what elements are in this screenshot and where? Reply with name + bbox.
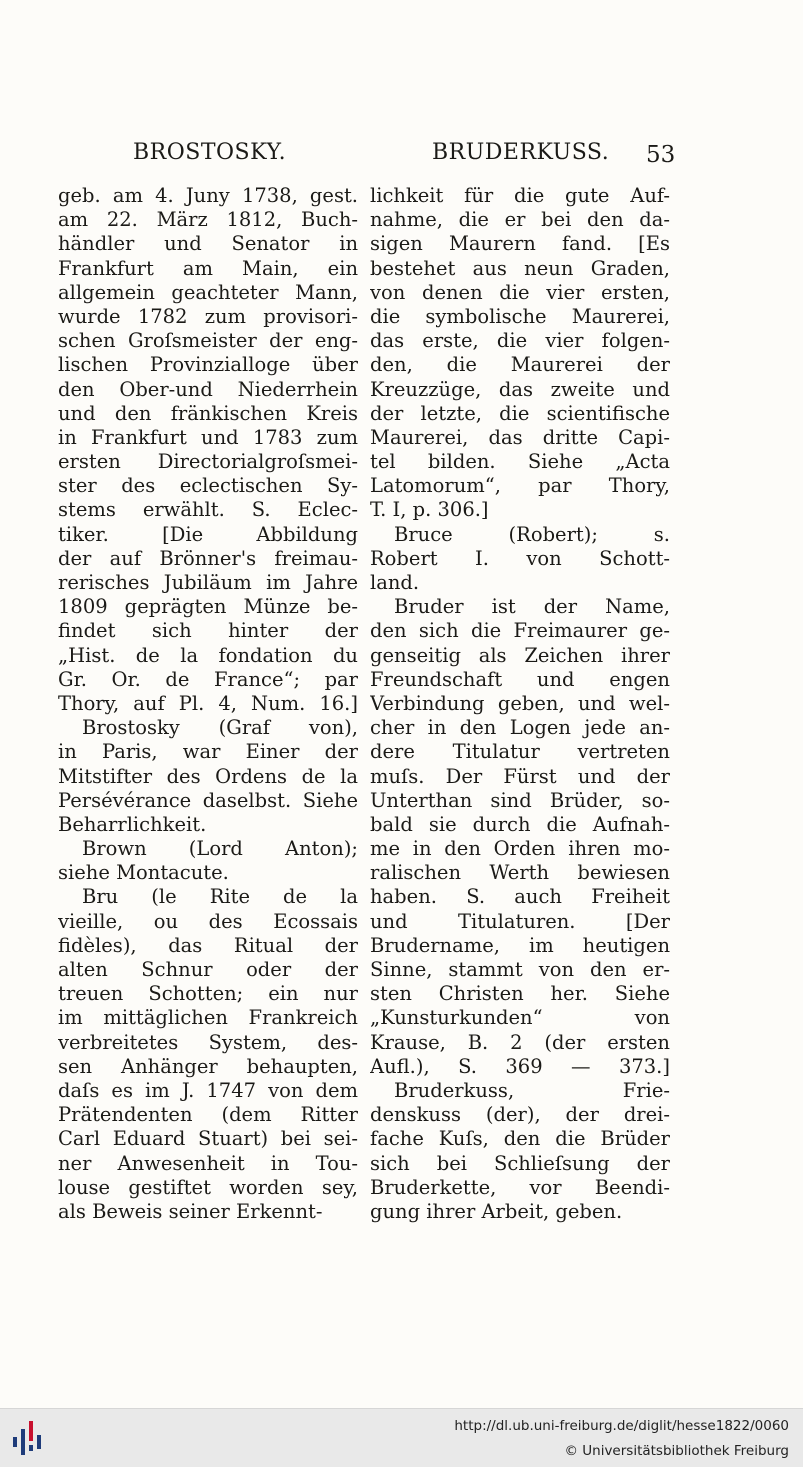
text-line: geb. am 4. Juny 1738, gest. [58,184,358,207]
text-line: daſs es im J. 1747 von dem [58,1078,358,1102]
text-line: Maurerei, das dritte Capi- [370,425,670,449]
text-line: händler und Senator in [58,232,358,256]
text-line: Brostosky (Graf von), [82,716,358,740]
text-line: Freundschaft und engen [370,667,670,691]
text-line: „Hist. de la fondation du [58,643,358,667]
text-line: sich bei Schlieſsung der [370,1151,670,1175]
text-line: Beharrlichkeit. [58,812,207,836]
text-line: die symbolische Maurerei, [370,304,670,328]
text-line: im mittäglichen Frankreich [58,1006,358,1030]
text-line: lichkeit für die gute Auf- [370,184,670,207]
page-number: 53 [646,142,676,168]
running-header [0,140,803,180]
text-line: genseitig als Zeichen ihrer [370,643,670,667]
text-line: sten Christen her. Siehe [370,982,670,1006]
text-line: Brudername, im heutigen [370,933,670,957]
text-line: treuen Schotten; ein nur [58,982,358,1006]
right-column [370,184,670,1224]
library-logo-icon [10,1419,50,1459]
text-line: und den fränkischen Kreis [58,401,358,425]
text-line: allgemein geachteter Mann, [58,280,358,304]
text-line: louse gestiftet worden sey, [58,1175,358,1199]
text-line: in Frankfurt und 1783 zum [58,425,358,449]
text-line: ner Anwesenheit in Tou- [58,1151,358,1175]
text-line: land. [370,571,420,594]
text-line: Bru (le Rite de la [82,885,358,909]
text-line: von denen die vier ersten, [370,280,670,304]
text-line: ster des eclectischen Sy- [58,474,358,498]
text-line: in Paris, war Einer der [58,740,358,764]
text-line: sigen Maurern fand. [Es [370,232,670,256]
text-line: vieille, ou des Ecossais [58,909,358,933]
text-line: Prätendenten (dem Ritter [58,1103,358,1127]
text-line: Robert I. von Schott- [370,546,670,570]
text-line: bald sie durch die Aufnah- [370,812,670,836]
header-right-title: BRUDERKUSS. [432,140,610,165]
text-line: denskuss (der), der drei- [370,1103,670,1127]
text-line: und Titulaturen. [Der [370,909,670,933]
text-line: Gr. Or. de France“; par [58,667,358,691]
text-line: me in den Orden ihren mo- [370,837,670,861]
text-line: Bruderkette, vor Beendi- [370,1175,670,1199]
text-line: Brown (Lord Anton); [82,837,358,861]
text-line: tiker. [Die Abbildung [58,522,358,546]
text-line: Unterthan sind Brüder, so- [370,788,670,812]
copyright-notice: © Universitätsbibliothek Freiburg [564,1443,789,1459]
text-line: stems erwählt. S. Eclec- [58,498,358,522]
text-line: cher in den Logen jede an- [370,716,670,740]
text-line: ersten Directorialgroſsmei- [58,450,358,474]
text-line: den, die Maurerei der [370,353,670,377]
text-line: siehe Montacute. [58,861,229,885]
text-line: muſs. Der Fürst und der [370,764,670,788]
text-line: 1809 geprägten Münze be- [58,595,358,619]
text-line: Sinne, stammt von den er- [370,958,670,981]
text-line: den Ober-und Niederrhein [58,377,358,401]
text-line: Carl Eduard Stuart) bei sei- [58,1127,358,1151]
text-line: alten Schnur oder der [58,958,358,981]
text-line: gung ihrer Arbeit, geben. [370,1199,623,1223]
text-line: schen Groſsmeister der eng- [58,329,358,353]
text-line: Bruderkuss, Frie- [394,1078,670,1102]
text-line: als Beweis seiner Erkennt- [58,1199,323,1223]
text-line: haben. S. auch Freiheit [370,885,670,909]
text-line: ralischen Werth bewiesen [370,861,670,885]
text-line: sen Anhänger behaupten, [58,1054,358,1078]
text-line: Thory, auf Pl. 4, Num. 16.] [58,691,358,715]
text-line: Bruce (Robert); s. [394,522,670,546]
text-line: am 22. März 1812, Buch- [58,208,358,232]
text-line: rerisches Jubiläum im Jahre [58,571,358,594]
text-line: verbreitetes System, des- [58,1030,358,1054]
text-line: der letzte, die scientifische [370,401,670,425]
text-line: nahme, die er bei den da- [370,208,670,232]
text-line: „Kunsturkunden“ von [370,1006,670,1030]
text-line: lischen Provinzialloge über [58,353,358,377]
text-line: das erste, die vier folgen- [370,329,670,353]
text-line: findet sich hinter der [58,619,358,643]
text-line: fidèles), das Ritual der [58,933,358,957]
text-line: fache Kuſs, den die Brüder [370,1127,670,1151]
text-line: T. I, p. 306.] [370,498,489,522]
left-column [58,184,358,1224]
text-line: Verbindung geben, und wel- [370,691,670,715]
header-left-title: BROSTOSKY. [133,140,287,165]
text-line: Frankfurt am Main, ein [58,256,358,280]
text-line: dere Titulatur vertreten [370,740,670,764]
text-line: Krause, B. 2 (der ersten [370,1030,670,1054]
text-line: der auf Brönner's freimau- [58,546,358,570]
text-line: Kreuzzüge, das zweite und [370,377,670,401]
text-line: tel bilden. Siehe „Acta [370,450,670,474]
viewer-footer [0,1408,803,1467]
text-line: Persévérance daselbst. Siehe [58,788,358,812]
text-line: Bruder ist der Name, [394,595,670,619]
text-line: Mitstifter des Ordens de la [58,764,358,788]
text-line: wurde 1782 zum provisori- [58,304,358,328]
text-line: bestehet aus neun Graden, [370,256,670,280]
text-line: Aufl.), S. 369 — 373.] [370,1054,670,1078]
document-url-link[interactable]: http://dl.ub.uni-freiburg.de/diglit/hesse1822/0060 [454,1418,789,1434]
text-line: den sich die Freimaurer ge- [370,619,670,643]
text-line: Latomorum“, par Thory, [370,474,670,498]
